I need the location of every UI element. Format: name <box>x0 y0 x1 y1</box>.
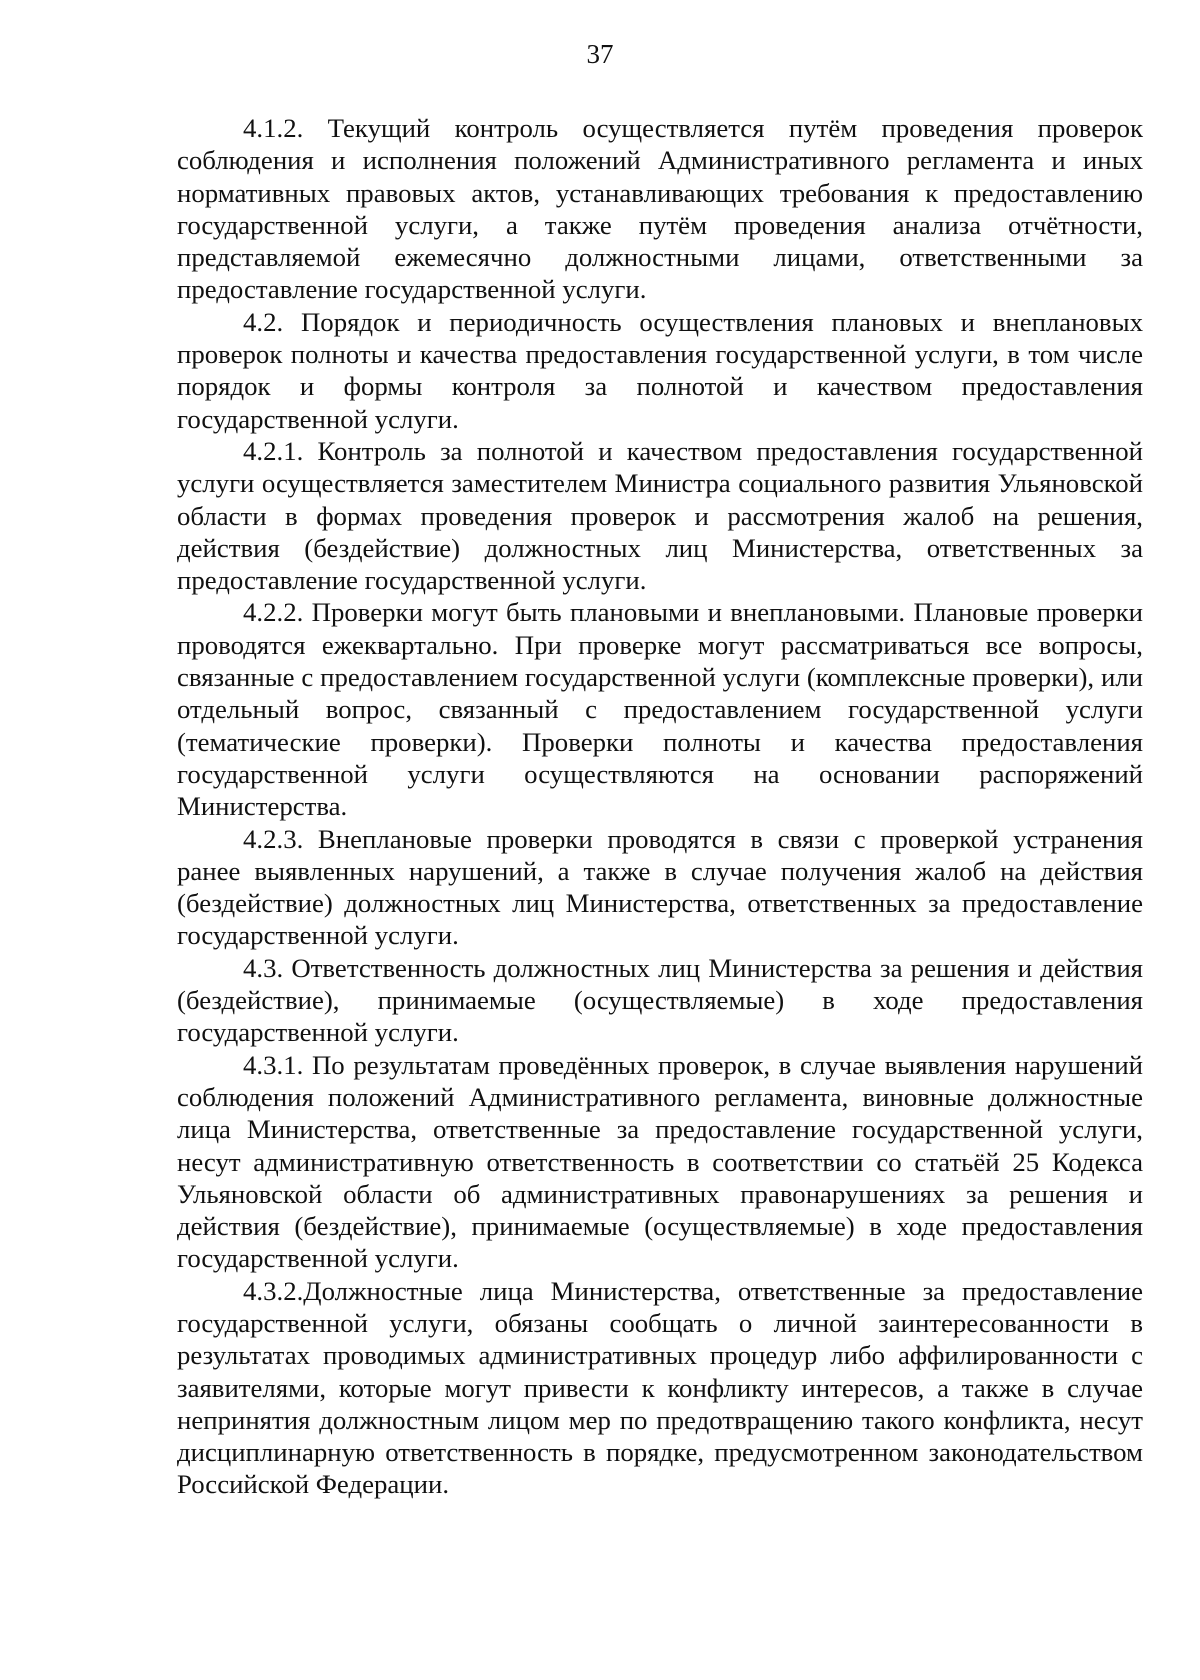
document-body <box>177 112 1143 1501</box>
paragraph-4-3: 4.3. Ответственность должностных лиц Министерства за решения и действия (бездействие), принимаемые (осуществляемые) в ходе предоставления государственной услуги. <box>177 952 1143 1048</box>
paragraph-4-2-1: 4.2.1. Контроль за полнотой и качеством предоставления государственной услуги осуществляется заместителем Министра социального развития Ульяновской области в формах проведения проверок и рассмотрения жалоб на решения, действия (бездействие) должностных лиц Министерства, ответственных за предоставление государственной услуги. <box>177 435 1143 596</box>
paragraph-4-2-3: 4.2.3. Внеплановые проверки проводятся в связи с проверкой устранения ранее выявленных нарушений, а также в случае получения жалоб на действия (бездействие) должностных лиц Министерства, ответственных за предоставление государственной услуги. <box>177 823 1143 951</box>
paragraph-4-1-2: 4.1.2. Текущий контроль осуществляется путём проведения проверок соблюдения и исполнения положений Административного регламента и иных нормативных правовых актов, устанавливающих требования к предоставлению государственной услуги, а также путём проведения анализа отчётности, представляемой ежемесячно должностными лицами, ответственными за предоставление государственной услуги. <box>177 113 1143 305</box>
paragraph-4-2: 4.2. Порядок и периодичность осуществления плановых и внеплановых проверок полноты и качества предоставления государственной услуги, в том числе порядок и формы контроля за полнотой и качеством предоставления государственной услуги. <box>177 306 1143 434</box>
paragraph-4-3-2: 4.3.2.Должностные лица Министерства, ответственные за предоставление государственной услуги, обязаны сообщать о личной заинтересованности в результатах проводимых административных процедур либо аффилированности с заявителями, которые могут привести к конфликту интересов, а также в случае непринятия должностным лицом мер по предотвращению такого конфликта, несут дисциплинарную ответственность в порядке, предусмотренном законодательством Российской Федерации. <box>177 1275 1143 1500</box>
paragraph-4-2-2: 4.2.2. Проверки могут быть плановыми и внеплановыми. Плановые проверки проводятся ежеквартально. При проверке могут рассматриваться все вопросы, связанные с предоставлением государственной услуги (комплексные проверки), или отдельный вопрос, связанный с предоставлением государственной услуги (тематические проверки). Проверки полноты и качества предоставления государственной услуги осуществляются на основании распоряжений Министерства. <box>177 597 1143 822</box>
page-number: 37 <box>586 39 614 69</box>
paragraph-4-3-1: 4.3.1. По результатам проведённых проверок, в случае выявления нарушений соблюдения положений Административного регламента, виновные должностные лица Министерства, ответственные за предоставление государственной услуги, несут административную ответственность в соответствии со статьёй 25 Кодекса Ульяновской области об административных правонарушениях за решения и действия (бездействие), принимаемые (осуществляемые) в ходе предоставления государственной услуги. <box>177 1049 1143 1274</box>
